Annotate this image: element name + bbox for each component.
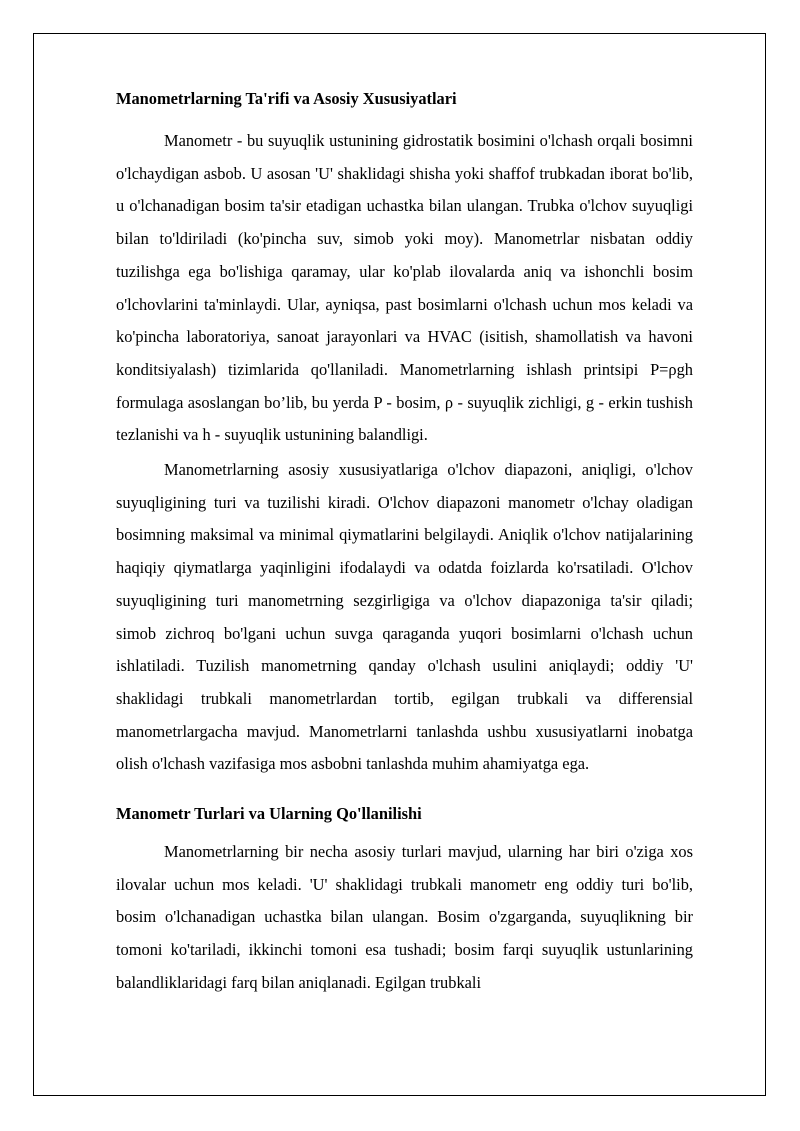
paragraph-characteristics: Manometrlarning asosiy xususiyatlariga o'lchov diapazoni, aniqligi, o'lchov suyuqligining turi va tuzilishi kiradi. O'lchov diapazoni manometr o'lchay oladigan bosimning maksimal va minimal qiymatlarini belgilaydi. Aniqlik o'lchov natijalarining haqiqiy qiymatlarga yaqinligini ifodalaydi va odatda foizlarda ko'rsatiladi. O'lchov suyuqligining turi manometrning sezgirligiga va o'lchov diapazoniga ta'sir qiladi; simob zichroq bo'lgani uchun suvga qaraganda yuqori bosimlarni o'lchash uchun ishlatiladi. Tuzilish manometrning qanday o'lchash usulini aniqlaydi; oddiy 'U' shaklidagi trubkali manometrlardan tortib, egilgan trubkali va differensial manometrlargacha mavjud. Manometrlarni tanlashda ushbu xususiyatlarni inobatga olish o'lchash vazifasiga mos asbobni tanlashda muhim ahamiyatga ega. [116,460,693,774]
paragraph-definition: Manometr - bu suyuqlik ustunining gidrostatik bosimini o'lchash orqali bosimni o'lchaydigan asbob. U asosan 'U' shaklidagi shisha yoki shaffof trubkadan iborat bo'lib, u o'lchanadigan bosim ta'sir etadigan uchastka bilan ulangan. Trubka o'lchov suyuqligi bilan to'ldiriladi (ko'pincha suv, simob yoki moy). Manometrlar nisbatan oddiy tuzilishga ega bo'lishiga qaramay, ular ko'plab ilovalarda aniq va ishonchli bosim o'lchovlarini ta'minlaydi. Ular, ayniqsa, past bosimlarni o'lchash uchun mos keladi va ko'pincha laboratoriya, sanoat jarayonlari va HVAC (isitish, shamollatish va havoni konditsiyalash) tizimlarida qo'llaniladi. Manometrlarning ishlash printsipi P=ρgh formulaga asoslangan bo’lib, bu yerda P - bosim, ρ - suyuqlik zichligi, g - erkin tushish tezlanishi va h - suyuqlik ustunining balandligi. [116,131,693,445]
section-heading-types: Manometr Turlari va Ularning Qo'llanilishi [116,804,422,824]
page-frame [33,33,766,1096]
section-heading-definition: Manometrlarning Ta'rifi va Asosiy Xususiyatlari [116,89,457,108]
paragraph-types: Manometrlarning bir necha asosiy turlari mavjud, ularning har biri o'ziga xos ilovalar uchun mos keladi. 'U' shaklidagi trubkali manometr eng oddiy turi bo'lib, bosim o'lchanadigan uchastka bilan ulangan. Bosim o'zgarganda, suyuqlikning bir tomoni ko'tariladi, ikkinchi tomoni esa tushadi; bosim farqi suyuqlik ustunlarining balandliklaridagi farq bilan aniqlanadi. Egilgan trubkali [116,842,693,992]
document-body [116,88,693,1000]
